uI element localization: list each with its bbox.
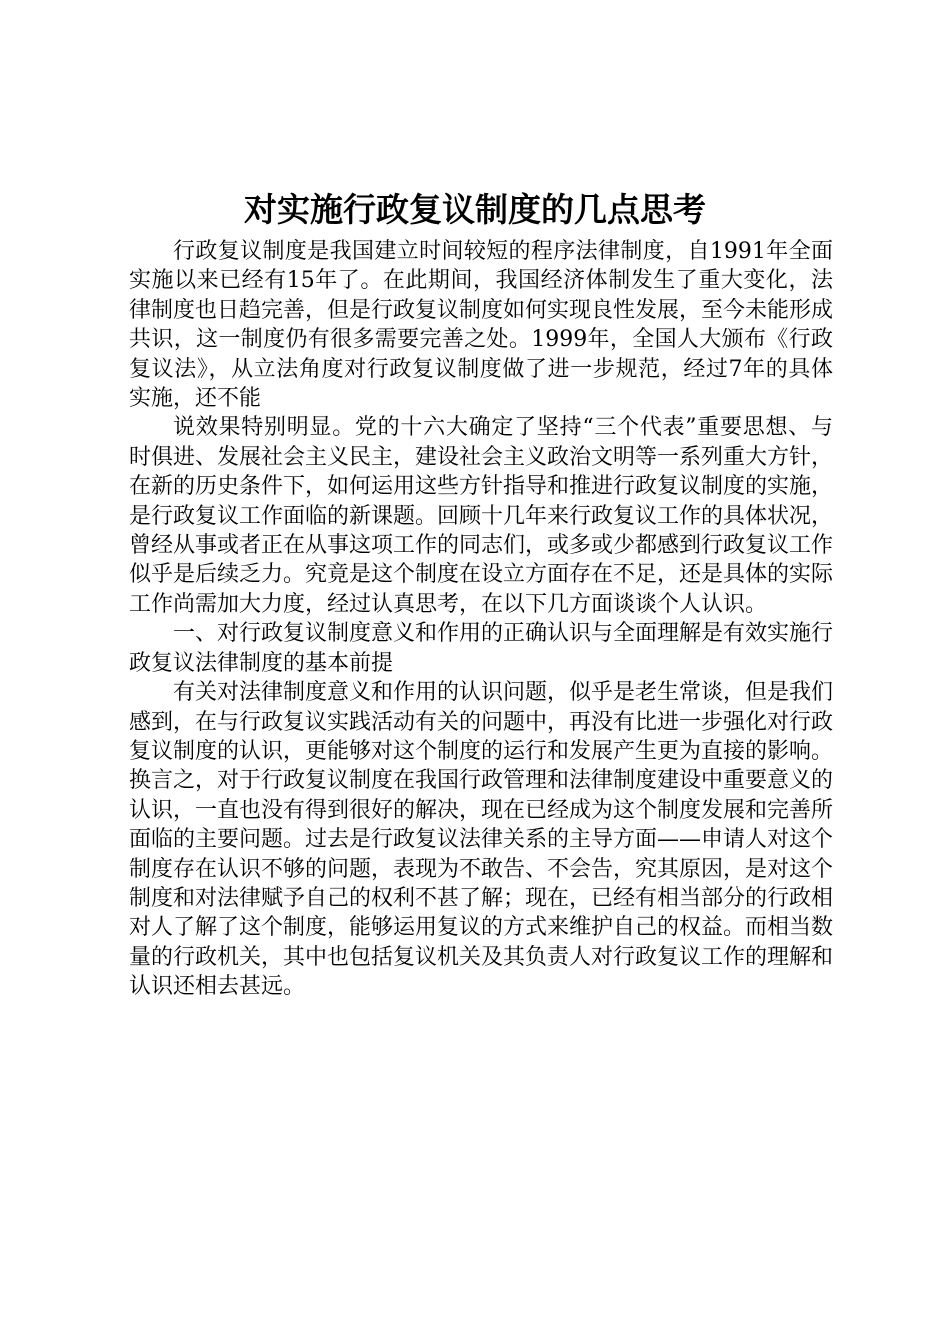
paragraph-background: 说效果特别明显。党的十六大确定了坚持“三个代表”重要思想、与时俱进、发展社会主义民主，建设社会主义政治文明等一系列重大方针，在新的历史条件下，如何运用这些方针指导和推进行政复议制度的实施，是行政复议工作面临的新课题。回顾十几年来行政复议工作的具体状况，曾经从事或者正在从事这项工作的同志们，或多或少都感到行政复议工作似乎是后续乏力。究竟是这个制度在设立方面存在不足，还是具体的实际工作尚需加大力度，经过认真思考，在以下几方面谈谈个人认识。 — [129, 415, 834, 617]
section-heading-1: 一、对行政复议制度意义和作用的正确认识与全面理解是有效实施行政复议法律制度的基本前提 — [129, 621, 834, 676]
document-title: 对实施行政复议制度的几点思考 — [244, 190, 706, 229]
paragraph-section-1: 有关对法律制度意义和作用的认识问题，似乎是老生常谈，但是我们感到，在与行政复议实践活动有关的问题中，再没有比进一步强化对行政复议制度的认识，更能够对这个制度的运行和发展产生更为直接的影响。换言之，对于行政复议制度在我国行政管理和法律制度建设中重要意义的认识，一直也没有得到很好的解决，现在已经成为这个制度发展和完善所面临的主要问题。过去是行政复议法律关系的主导方面——申请人对这个制度存在认识不够的问题，表现为不敢告、不会告，究其原因，是对这个制度和对法律赋予自己的权利不甚了解；现在，已经有相当部分的行政相对人了解了这个制度，能够运用复议的方式来维护自己的权益。而相当数量的行政机关，其中也包括复议机关及其负责人对行政复议工作的理解和认识还相去甚远。 — [129, 680, 834, 1000]
document-body — [129, 237, 833, 1002]
paragraph-intro: 行政复议制度是我国建立时间较短的程序法律制度，自1991年全面实施以来已经有15年了。在此期间，我国经济体制发生了重大变化，法律制度也日趋完善，但是行政复议制度如何实现良性发展，至今未能形成共识，这一制度仍有很多需要完善之处。1999年，全国人大颁布《行政复议法》，从立法角度对行政复议制度做了进一步规范，经过7年的具体实施，还不能 — [129, 239, 834, 412]
